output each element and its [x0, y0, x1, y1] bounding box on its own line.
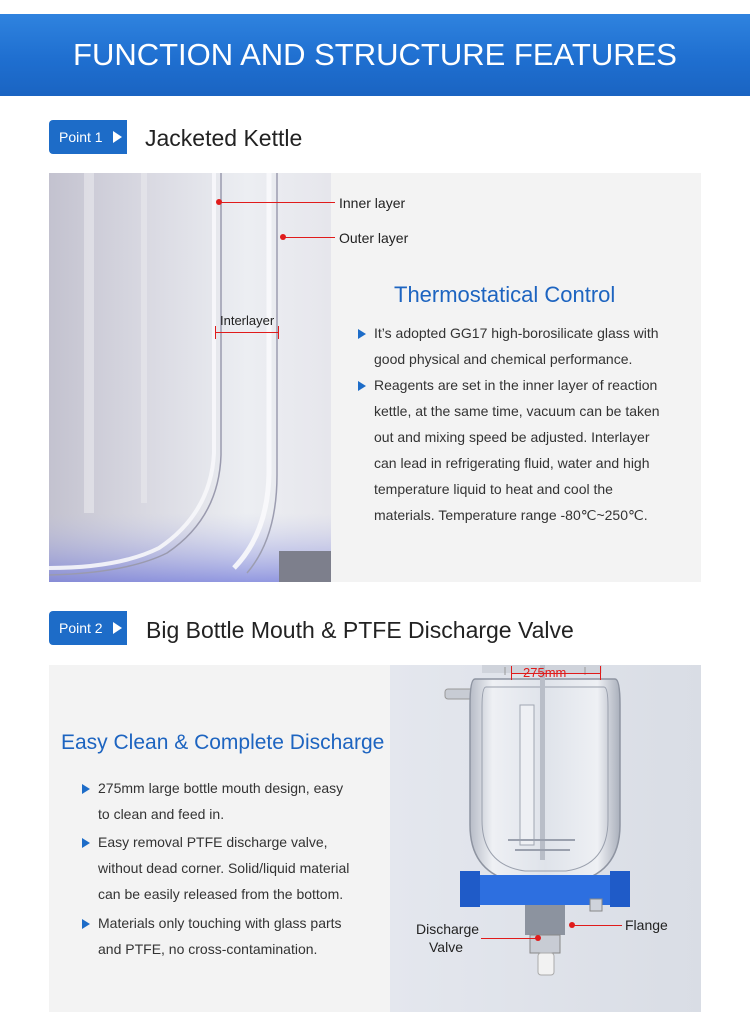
play-arrow-icon [113, 131, 122, 143]
easy-clean-heading: Easy Clean & Complete Discharge [61, 731, 385, 754]
inner-layer-leader-line [219, 202, 335, 203]
interlayer-dimension-line [215, 332, 279, 333]
bullet-arrow-icon [358, 329, 366, 339]
reactor-vessel-image [390, 665, 701, 1012]
bullet-item: Materials only touching with glass parts and PTFE, no cross-contamination. [98, 910, 378, 962]
discharge-valve-marker [535, 935, 541, 941]
kettle-glass-illustration [49, 173, 331, 582]
discharge-valve-leader-line [481, 938, 538, 939]
bullet-item: It’s adopted GG17 high-borosilicate glass with good physical and chemical performance. [374, 320, 684, 372]
point-2-badge-label: Point 2 [59, 620, 103, 636]
mouth-size-label: 275mm [523, 665, 567, 680]
flange-leader-line [572, 925, 622, 926]
play-arrow-icon [113, 622, 122, 634]
point-2-badge [49, 611, 130, 645]
discharge-valve-label-line2: Valve [429, 939, 463, 955]
outer-layer-label: Outer layer [339, 230, 409, 246]
page-title: FUNCTION AND STRUCTURE FEATURES [73, 37, 677, 72]
thermostatical-control-heading: Thermostatical Control [394, 282, 616, 307]
outer-layer-leader-line [283, 237, 335, 238]
header-banner [0, 14, 750, 96]
flange-label: Flange [625, 917, 668, 933]
inner-layer-label: Inner layer [339, 195, 406, 211]
point-1-badge [49, 120, 130, 154]
bullet-arrow-icon [82, 919, 90, 929]
interlayer-tick-right [278, 326, 279, 339]
point-1-badge-label: Point 1 [59, 129, 103, 145]
bullet-arrow-icon [82, 838, 90, 848]
reactor-illustration [390, 665, 701, 1012]
discharge-valve-label-line1: Discharge [416, 921, 480, 937]
bullet-item: Easy removal PTFE discharge valve, without dead corner. Solid/liquid material can be easily released from the bottom. [98, 829, 378, 907]
bullet-arrow-icon [82, 784, 90, 794]
jacketed-kettle-image [49, 173, 331, 582]
section-1-title: Jacketed Kettle [145, 125, 303, 151]
interlayer-label: Interlayer [220, 313, 275, 328]
bullet-item: 275mm large bottle mouth design, easy to clean and feed in. [98, 775, 378, 827]
bullet-arrow-icon [358, 381, 366, 391]
section-2-title: Big Bottle Mouth & PTFE Discharge Valve [146, 617, 574, 643]
bullet-item: Reagents are set in the inner layer of reaction kettle, at the same time, vacuum can be taken out and mixing speed be adjusted. Interlayer can lead in refrigerating fluid, water and high temperature liquid to heat and cool the materials. Temperature range -80℃~250℃. [374, 372, 684, 528]
interlayer-tick-left [215, 326, 216, 339]
